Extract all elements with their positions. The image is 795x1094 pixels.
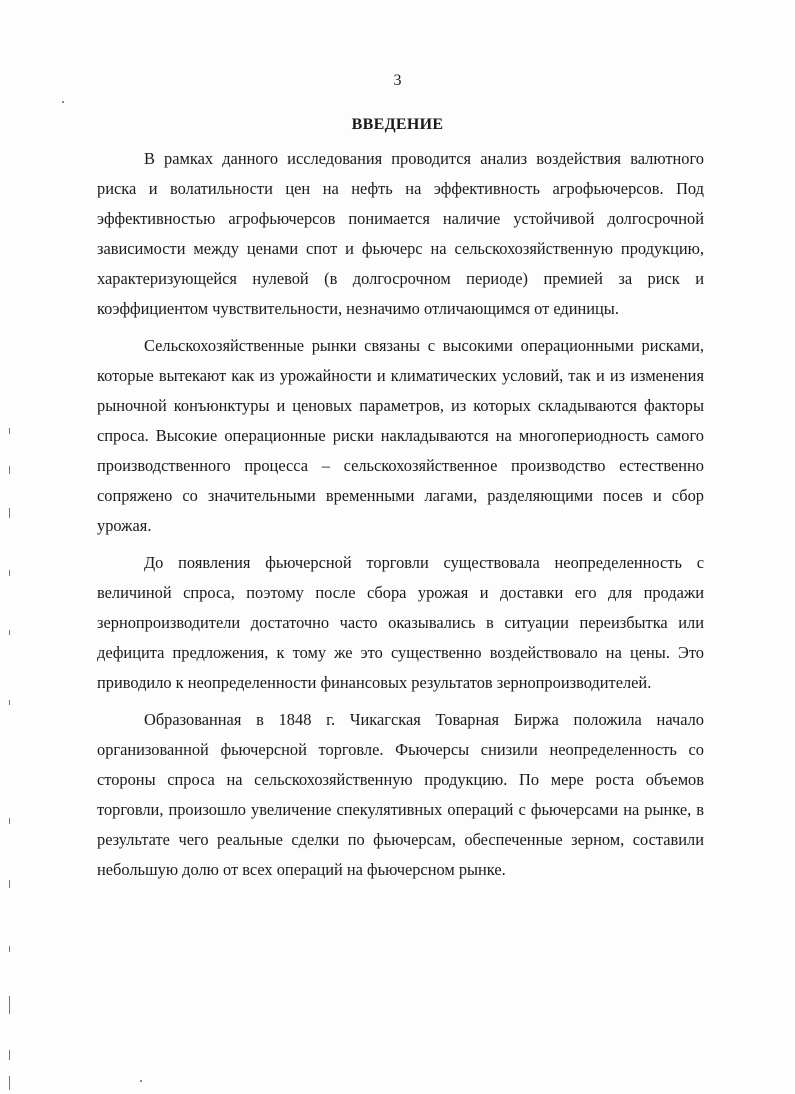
scan-artifact (9, 700, 10, 705)
paragraph: Образованная в 1848 г. Чикагская Товарная Биржа положила начало организованной фьючерсной торговле. Фьючерсы снизили неопределенность со стороны спроса на сельскохозяйственную продукцию. По мере роста объемов торговли, произошло увеличение спекулятивных операций с фьючерсами на рынке, в результате чего реальные сделки по фьючерсам, обеспеченные зерном, составили небольшую долю от всех операций на фьючерсном рынке. (97, 710, 704, 879)
scan-artifact (9, 1050, 10, 1060)
scan-artifact (9, 570, 10, 576)
scan-artifact (9, 508, 10, 518)
scan-artifact (9, 946, 10, 952)
body-text (97, 144, 704, 885)
section-heading: ВВЕДЕНИЕ (351, 116, 444, 133)
scan-artifact (140, 1080, 142, 1082)
scan-artifact (9, 466, 10, 474)
scan-artifact (9, 818, 10, 824)
scan-artifact (62, 101, 64, 103)
scan-artifact (9, 630, 10, 635)
scan-artifact (9, 428, 10, 434)
scan-artifact (9, 1076, 10, 1090)
scan-artifact (9, 996, 10, 1014)
paragraph: До появления фьючерсной торговли существовала неопределенность с величиной спроса, поэтому после сбора урожая и доставки его для продажи зернопроизводители достаточно часто оказывались в ситуации переизбытка или дефицита предложения, к тому же это существенно воздействовало на цены. Это приводило к неопределенности финансовых результатов зернопроизводителей. (97, 553, 704, 692)
paragraph: Сельскохозяйственные рынки связаны с высокими операционными рисками, которые вытекают как из урожайности и климатических условий, так и из изменения рыночной конъюнктуры и ценовых параметров, из которых складываются факторы спроса. Высокие операционные риски накладываются на многопериодность самого производственного процесса – сельскохозяйственное производство естественно сопряжено со значительными временными лагами, разделяющими посев и сбор урожая. (97, 336, 704, 535)
scan-artifact (9, 880, 10, 888)
page-number: 3 (393, 72, 402, 89)
paragraph: В рамках данного исследования проводится анализ воздействия валютного риска и волатильности цен на нефть на эффективность агрофьючерсов. Под эффективностью агрофьючерсов понимается наличие устойчивой долгосрочной зависимости между ценами спот и фьючерс на сельскохозяйственную продукцию, характеризующейся нулевой (в долгосрочном периоде) премией за риск и коэффициентом чувствительности, незначимо отличающимся от единицы. (97, 149, 704, 318)
